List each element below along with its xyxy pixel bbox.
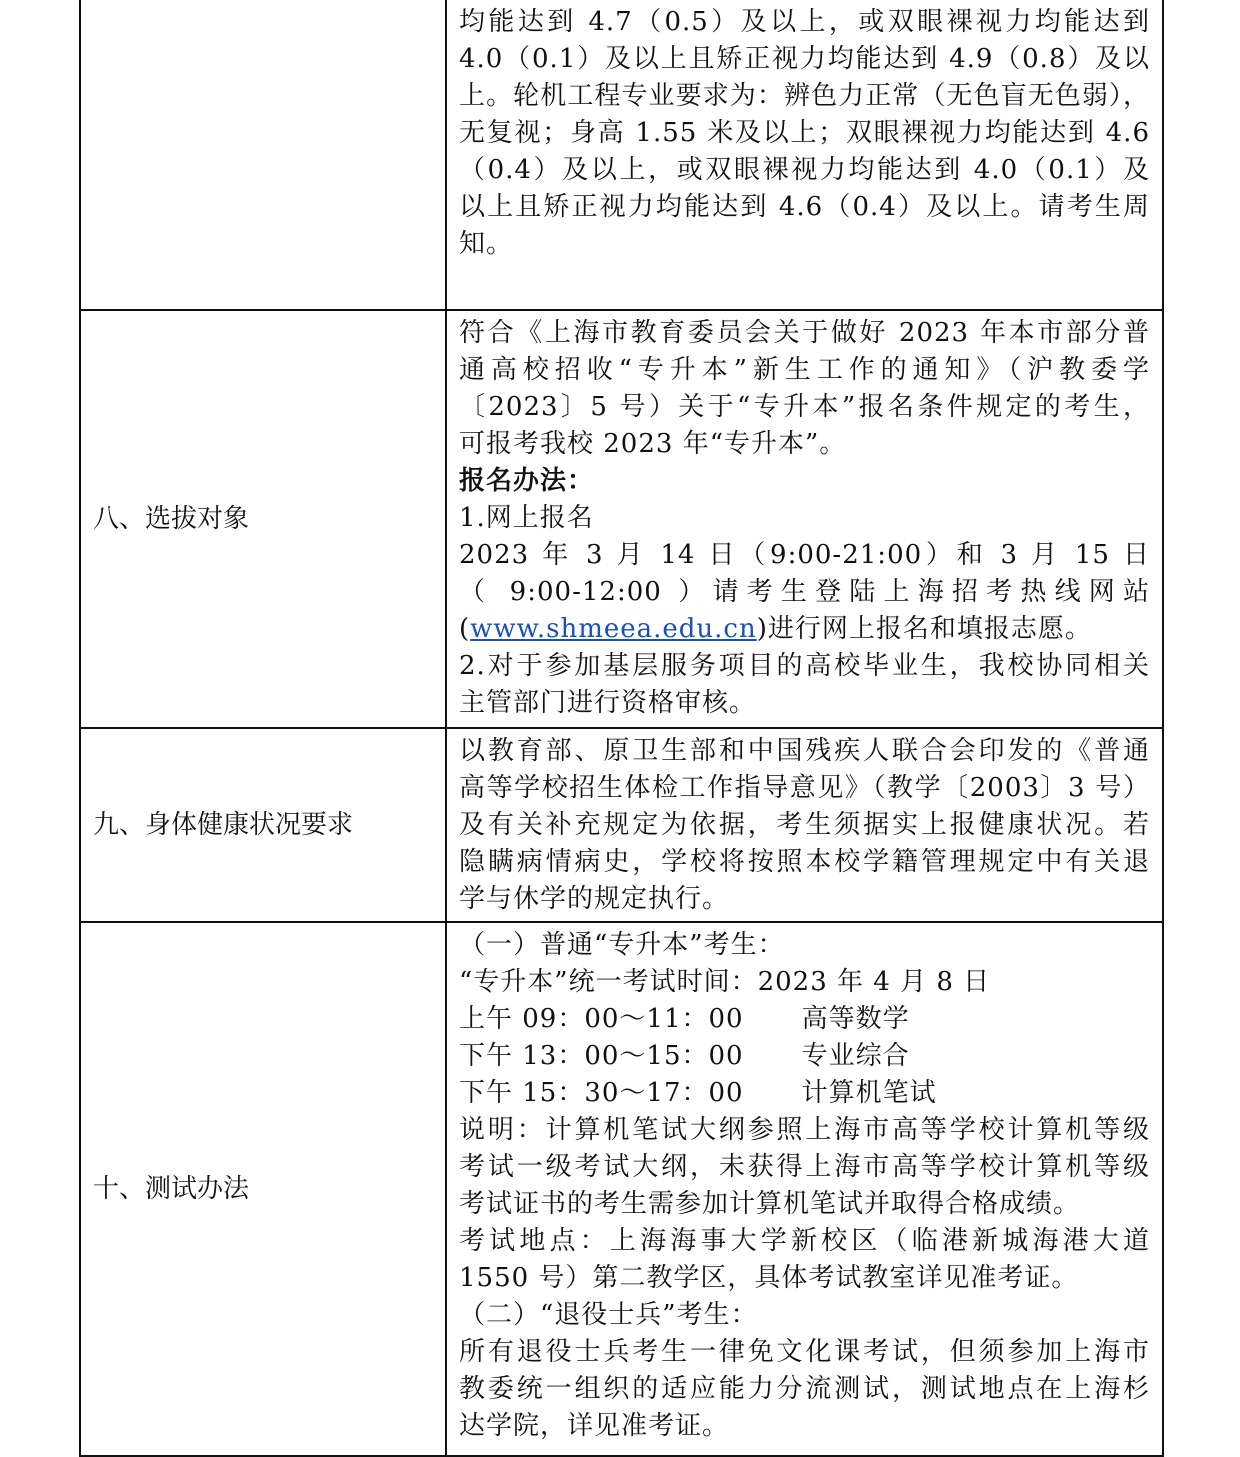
- registration-heading: 报名办法：: [459, 466, 595, 496]
- schedule-time: 下午 15：30～17：00: [459, 1078, 744, 1108]
- content-line: 主管部门进行资格审核。: [459, 688, 757, 718]
- schedule-line: [459, 1038, 1150, 1075]
- schedule-time: 上午 09：00～11：00: [459, 1004, 744, 1034]
- row-content-health: [446, 728, 1163, 922]
- content-line: 达学院，详见准考证。: [459, 1411, 730, 1441]
- content-line: 均能达到 4.7（0.5）及以上，或双眼裸视力均能达到: [459, 7, 1150, 37]
- content-line: （一）普通“专升本”考生：: [459, 930, 785, 960]
- shmeea-link[interactable]: www.shmeea.edu.cn: [470, 614, 757, 644]
- schedule-time: 下午 13：00～15：00: [459, 1041, 744, 1071]
- paren-open: (: [459, 614, 471, 644]
- content-line: 所有退役士兵考生一律免文化课考试，但须参加上海市: [459, 1337, 1150, 1367]
- content-line: 以上且矫正视力均能达到 4.6（0.4）及以上。请考生周: [459, 192, 1150, 222]
- content-line: 隐瞒病情病史，学校将按照本校学籍管理规定中有关退: [459, 847, 1150, 877]
- row-label-cell: [80, 310, 446, 728]
- content-line-with-link: [459, 611, 1150, 648]
- content-line: 学与休学的规定执行。: [459, 884, 730, 914]
- table-row-selection: [80, 310, 1163, 728]
- content-line: 考试地点：上海海事大学新校区（临港新城海港大道: [459, 1226, 1150, 1256]
- content-line: 教委统一组织的适应能力分流测试，测试地点在上海杉: [459, 1374, 1150, 1404]
- schedule-subject: 计算机笔试: [801, 1078, 937, 1108]
- row-label-empty: [80, 0, 446, 310]
- row-label-selection: 八、选拔对象: [93, 503, 250, 534]
- schedule-subject: 高等数学: [801, 1004, 910, 1034]
- content-line: 4.0（0.1）及以上且矫正视力均能达到 4.9（0.8）及以: [459, 44, 1150, 74]
- content-line: 上。轮机工程专业要求为：辨色力正常（无色盲无色弱），: [459, 81, 1150, 111]
- row-label-testing: 十、测试办法: [93, 1173, 250, 1204]
- content-line: 可报考我校 2023 年“专升本”。: [459, 429, 847, 459]
- row-content-selection: [446, 310, 1163, 728]
- content-line: 无复视；身高 1.55 米及以上；双眼裸视力均能达到 4.6: [459, 118, 1150, 148]
- row-content-vision: [446, 0, 1163, 310]
- content-line: （ 9:00-12:00 ）请考生登陆上海招考热线网站: [459, 577, 1150, 607]
- content-line: 符合《上海市教育委员会关于做好 2023 年本市部分普: [459, 318, 1150, 348]
- content-line: （0.4）及以上，或双眼裸视力均能达到 4.0（0.1）及: [459, 155, 1150, 185]
- row-label-cell: [80, 728, 446, 922]
- table-row-health: [80, 728, 1163, 922]
- schedule-line: [459, 1075, 1150, 1112]
- row-label-health: 九、身体健康状况要求: [93, 809, 354, 840]
- content-line: 高等学校招生体检工作指导意见》（教学〔2003〕3 号）: [459, 773, 1150, 803]
- requirements-table: [79, 0, 1164, 1457]
- content-line: （二）“退役士兵”考生：: [459, 1300, 758, 1330]
- content-line: 说明：计算机笔试大纲参照上海市高等学校计算机等级: [459, 1115, 1150, 1145]
- link-suffix: )进行网上报名和填报志愿。: [756, 614, 1092, 644]
- content-line: 及有关补充规定为依据，考生须据实上报健康状况。若: [459, 810, 1150, 840]
- content-line: 〔2023〕5 号）关于“专升本”报名条件规定的考生，: [459, 392, 1150, 422]
- content-line: 1550 号）第二教学区，具体考试教室详见准考证。: [459, 1263, 1079, 1293]
- content-line: 考试证书的考生需参加计算机笔试并取得合格成绩。: [459, 1189, 1081, 1219]
- schedule-line: [459, 1001, 1150, 1038]
- content-line: 以教育部、原卫生部和中国残疾人联合会印发的《普通: [459, 736, 1150, 766]
- row-content-testing: [446, 922, 1163, 1456]
- content-line: 知。: [459, 229, 514, 259]
- table-row-continuation: [80, 0, 1163, 310]
- content-line: 2023 年 3 月 14 日（9:00-21:00）和 3 月 15 日: [459, 540, 1150, 570]
- content-line: 1.网上报名: [459, 503, 594, 533]
- content-line: “专升本”统一考试时间：2023 年 4 月 8 日: [459, 967, 991, 997]
- content-line: 考试一级考试大纲，未获得上海市高等学校计算机等级: [459, 1152, 1150, 1182]
- table-row-testing: [80, 922, 1163, 1456]
- row-label-cell: [80, 922, 446, 1456]
- content-line: 2.对于参加基层服务项目的高校毕业生，我校协同相关: [459, 651, 1150, 681]
- schedule-subject: 专业综合: [801, 1041, 910, 1071]
- content-line: 通高校招收“专升本”新生工作的通知》（沪教委学: [459, 355, 1150, 385]
